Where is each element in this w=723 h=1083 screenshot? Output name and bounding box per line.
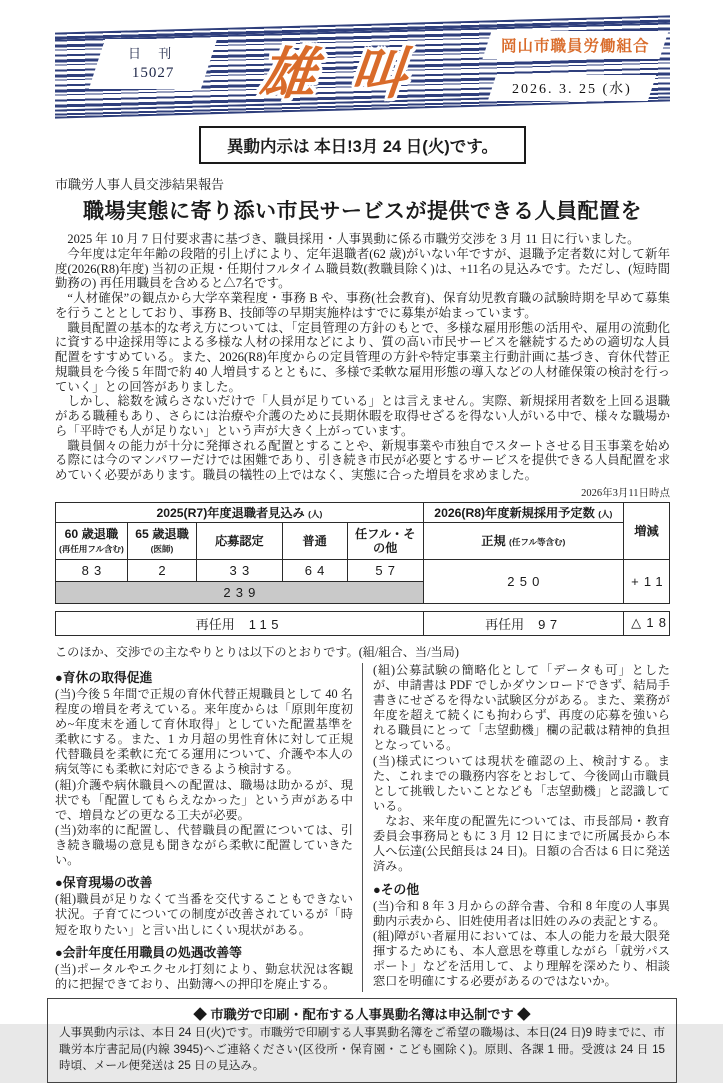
col-obo: 応募認定 bbox=[197, 522, 282, 559]
footer-title: ◆ 市職労で印刷・配布する人事異動名簿は申込制です ◆ bbox=[193, 1006, 531, 1022]
body-paragraph: 2025 年 10 月 7 日付要求書に基づき、職員採用・人事異動に係る市職労交渉を 3 月 11 日に行いました。 bbox=[67, 232, 640, 246]
left-column bbox=[55, 663, 362, 992]
dialogue-paragraph: (組)介護や病休職員への配置は、職場は助かるが、現状でも「配置してもらえなかった」という声がある中で、増員などの更なる工夫が必要。 bbox=[55, 777, 353, 822]
col-age60: 60 歳退職 (再任用フル含む) bbox=[56, 522, 128, 559]
rehire-right-cell: 再任用 97 bbox=[423, 611, 623, 635]
value-diff: +11 bbox=[623, 559, 669, 603]
rehire-diff-cell: △18 bbox=[623, 611, 669, 635]
masthead-banner bbox=[55, 24, 670, 110]
body-paragraph: 職員配置の基本的な考え方については、「定員管理の方針のもとで、多様な雇用形態の活用や、雇用の流動化に資する中途採用等による多様な人材の採用などにより、質の高い市民サービスを継続するための適切な人員配置をすすめている。また、2026(R8)年度からの定員管理の方針や特定事業主行動計画に基づき、育休代替正規職員を今後 5 年間で約 40 人増員するとともに、多様で柔軟な雇用形態の導入などの人材確保策の検討を行っていく」との回答がありました。 bbox=[55, 320, 670, 394]
value-futsu: 64 bbox=[282, 559, 347, 581]
rehire-left-cell: 再任用 115 bbox=[56, 611, 424, 635]
section-heading-ikukyu: ●育休の取得促進 bbox=[55, 669, 153, 685]
daily-label: 日 刊 bbox=[127, 46, 179, 62]
footer-box bbox=[47, 998, 677, 1083]
org-name-box bbox=[483, 31, 669, 59]
col-age65: 65 歳退職 (医師) bbox=[127, 522, 196, 559]
right-column bbox=[362, 663, 670, 992]
page-title: 職場実態に寄り添い市民サービスが提供できる人員配置を bbox=[83, 200, 642, 223]
dialogue-paragraph: (組)障がい者雇用においては、本人の能力を最大限発揮するためにも、本人意思を尊重しながら「就労パスポート」などを活用して、より理解を深めたり、相談窓口を明確にする必要があるのではないか。 bbox=[373, 928, 670, 989]
hire-group-header: 2026(R8)年度新規採用予定数 (人) bbox=[423, 502, 623, 522]
value-seiki: 250 bbox=[423, 559, 623, 603]
col-seiki: 正規 (任フル等含む) bbox=[423, 522, 623, 559]
issue-date-box bbox=[488, 75, 656, 101]
dialogue-paragraph: なお、来年度の配置先については、市長部局・教育委員会事務局ともに 3 月 12 日にまでに所属長から本人へ伝達(公民館長は 24 日)。日額の合否は 6 日に発送済み。 bbox=[373, 814, 670, 874]
body-paragraph: 今年度は定年年齢の段階的引上げにより、定年退職者(62 歳)がいない年ですが、退職予定者数に対して新年度(2026(R8)年度) 当初の正規・任期付フルタイム職員数(教職員除く)は、+11名の見込みです。ただし、(短時間勤務の) 再任用職員を含めると△7名です。 bbox=[55, 246, 670, 291]
dialogue-intro: このほか、交渉での主なやりとりは以下のとおりです。(組/組合、当/当局) bbox=[55, 644, 459, 659]
value-obo: 33 bbox=[197, 559, 282, 581]
rehire-table bbox=[55, 611, 670, 636]
asof-date: 2026年3月11日時点 bbox=[581, 487, 670, 499]
section-heading-hoiku: ●保育現場の改善 bbox=[55, 875, 153, 891]
staffing-table bbox=[55, 502, 670, 604]
value-age60: 83 bbox=[56, 559, 128, 581]
value-ninfull: 57 bbox=[347, 559, 423, 581]
diff-header: 増減 bbox=[623, 502, 669, 559]
value-age65: 2 bbox=[127, 559, 196, 581]
notice-box: 異動内示は 本日!3月 24 日(火)です。 bbox=[199, 126, 526, 164]
body-paragraph: “人材確保”の観点から大学卒業程度・事務 B や、事務(社会教育)、保育幼児教育職の試験時期を早めて募集を行うこととしており、事務 B、技師等の早期実施枠はすでに募集が始まっています。 bbox=[55, 291, 670, 320]
body-paragraph: しかし、総数を減らさないだけで「人員が足りている」とは言えません。実際、新規採用者数を上回る退職がある職種もあり、さらには治療や介護のために長期休暇を取得せざるを得ない人がいる中で、様々な職場から「平時でも人が足りない」という声が大きく上がっています。 bbox=[55, 394, 670, 438]
issue-number: 15027 bbox=[131, 64, 175, 81]
issue-date: 2026. 3. 25 (水) bbox=[512, 82, 632, 97]
col-futsu: 普通 bbox=[282, 522, 347, 559]
retire-group-header: 2025(R7)年度退職者見込み (人) bbox=[56, 502, 424, 522]
dialogue-paragraph: (当)令和 8 年 3 月からの辞令書、令和 8 年度の人事異動内示表から、旧姓使用者は旧姓のみの表記とする。 bbox=[373, 898, 670, 928]
org-name: 岡山市職員労働組合 bbox=[501, 38, 650, 55]
section-heading-sonota: ●その他 bbox=[373, 881, 420, 897]
dialogue-paragraph: (当)今後 5 年間で正規の育休代替正規職員として 40 名程度の増員を考えている。来年度からは「原則年度初め~年度末を通して育休取得」としていた配置基準を柔軟にする。また、1 カ月超の男性育休に対して正規代替職員を柔軟に充てる運用について、介護や本人の病気等にも柔軟に対応できるよう検討する。 bbox=[55, 686, 353, 777]
col-ninfull: 任フル・その他 bbox=[347, 522, 423, 559]
report-body bbox=[55, 232, 670, 483]
dialogue-paragraph: (組)職員が足りなくて当番を交代することもできない状況。子育てについての制度が改善されているが「時短を取りたい」と言い出しにくい現状がある。 bbox=[55, 892, 353, 937]
newsletter-logo: 雄叫 bbox=[256, 42, 443, 105]
issue-number-box bbox=[89, 39, 217, 89]
dialogue-paragraph: (組)公募試験の簡略化として「データも可」としたが、申請書は PDF でしかダウンロードできず、結局手書きにせざるを得ない試験区分がある。また、業務が年度を超えて続くにも拘わらず、再度の応募を強いられる職員にとって「志望動機」欄の記載は精神的負担となっている。 bbox=[373, 662, 670, 753]
value-retire-total: 239 bbox=[56, 581, 424, 603]
report-kicker: 市職労人事人員交渉結果報告 bbox=[55, 177, 225, 192]
footer-body: 人事異動内示は、本日 24 日(火)です。市職労で印刷する人事異動名簿をご希望の職場は、本日(24 日)9 時までに、市職労本庁書記局(内線 3945)へご連絡ください(区役所・保育園・こども園除く)。原則、各課 1 冊。受渡は 24 日 15 時頃、メール便発送は 25 日の見込み。 bbox=[59, 1025, 665, 1073]
dialogue-paragraph: (当)ポータルやエクセル打刻により、勤怠状況は客観的に把握できており、出勤簿への押印を廃止する。 bbox=[55, 961, 353, 991]
section-heading-kaikei: ●会計年度任用職員の処遇改善等 bbox=[55, 944, 242, 960]
dialogue-paragraph: (当)様式については現状を確認の上、検討する。また、これまでの職務内容をとおして、今後岡山市職員として挑戦したいことなども「志望動機」と認識している。 bbox=[373, 753, 670, 813]
body-paragraph: 職員個々の能力が十分に発揮される配置とすることや、新規事業や市独自でスタートさせる目玉事業を始める際には今のマンパワーだけでは困難であり、引き続き市民が必要とするサービスを提供できる人員配置を求めていく必要があります。職員の犠牲の上ではなく、実態に合った増員を求めました。 bbox=[55, 438, 670, 482]
dialogue-columns bbox=[55, 663, 670, 992]
dialogue-paragraph: (当)効率的に配置し、代替職員の配置については、引き続き職場の意見も聞きながら柔軟に配置していきたい。 bbox=[55, 822, 353, 868]
